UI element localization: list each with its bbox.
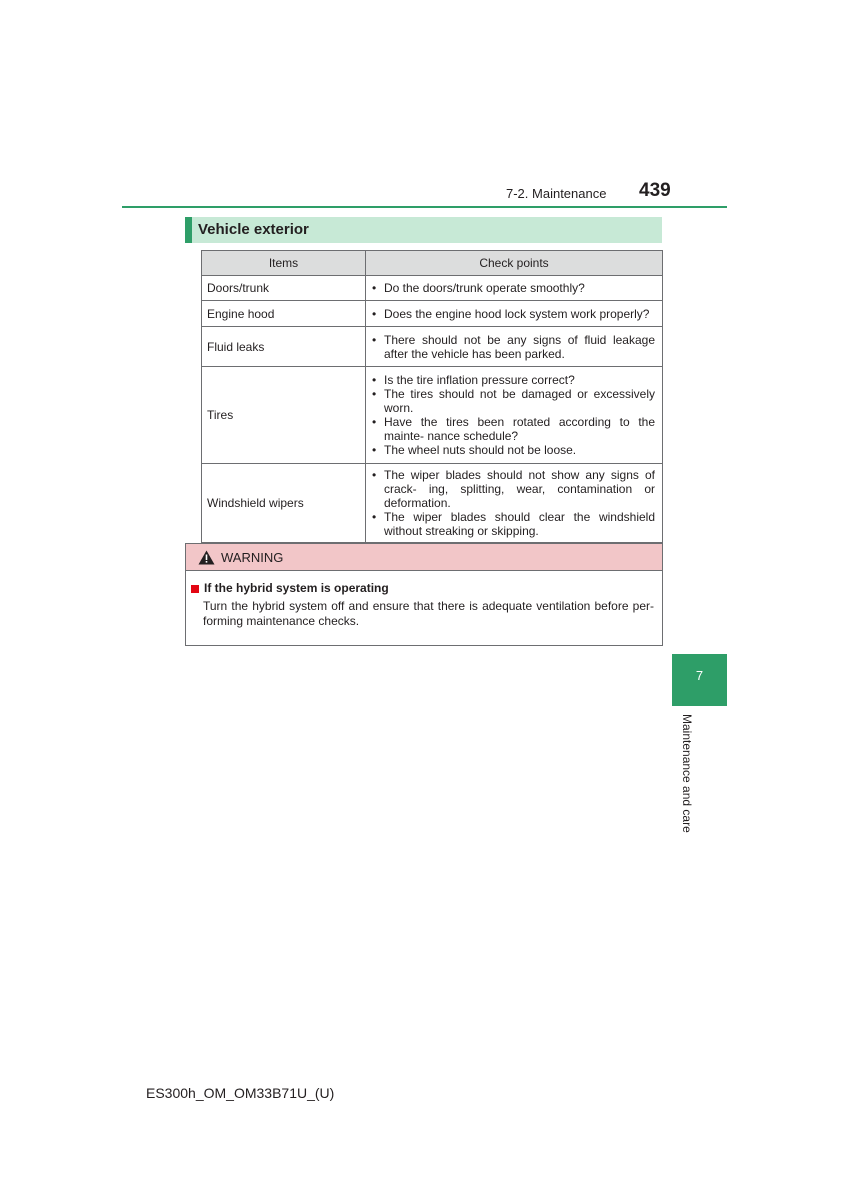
warning-box <box>185 543 663 646</box>
page-number: 439 <box>639 180 671 201</box>
check-point: • Does the engine hood lock system work properly? <box>370 307 655 321</box>
check-point: • The wiper blades should not show any signs of crack- ing, splitting, wear, contamination or deformation. <box>370 468 655 510</box>
check-point: • The wiper blades should clear the windshield without streaking or skipping. <box>370 510 655 538</box>
check-point: • The wheel nuts should not be loose. <box>370 443 655 457</box>
table-row <box>202 276 663 301</box>
table-row <box>202 367 663 464</box>
row-check-points <box>366 301 663 327</box>
check-points-table <box>201 250 663 543</box>
table-row <box>202 327 663 367</box>
red-square-icon <box>191 585 199 593</box>
table-row <box>202 464 663 543</box>
check-point: • Have the tires been rotated according to the mainte- nance schedule? <box>370 415 655 443</box>
chapter-label: Maintenance and care <box>680 714 694 833</box>
column-header-items: Items <box>202 251 366 276</box>
column-header-check-points: Check points <box>366 251 663 276</box>
row-item: Fluid leaks <box>202 327 366 367</box>
row-check-points <box>366 276 663 301</box>
section-title: Vehicle exterior <box>185 217 662 243</box>
warning-label: WARNING <box>221 549 284 565</box>
table-row <box>202 301 663 327</box>
row-item: Windshield wipers <box>202 464 366 543</box>
table-header-row <box>202 251 663 276</box>
row-check-points <box>366 327 663 367</box>
row-check-points <box>366 367 663 464</box>
footer-document-code: ES300h_OM_OM33B71U_(U) <box>146 1085 335 1101</box>
warning-text: Turn the hybrid system off and ensure that there is adequate ventilation before per- forming maintenance checks. <box>203 599 654 628</box>
header-divider <box>122 206 727 208</box>
warning-body <box>186 571 662 629</box>
row-item: Tires <box>202 367 366 464</box>
row-check-points <box>366 464 663 543</box>
warning-header <box>186 544 662 571</box>
warning-triangle-icon <box>198 550 215 565</box>
row-item: Doors/trunk <box>202 276 366 301</box>
check-point: • Do the doors/trunk operate smoothly? <box>370 281 655 295</box>
row-item: Engine hood <box>202 301 366 327</box>
warning-heading <box>191 581 654 596</box>
check-point: • There should not be any signs of fluid leakage after the vehicle has been parked. <box>370 333 655 361</box>
header-section-title: 7-2. Maintenance <box>506 186 607 201</box>
warning-heading-text: If the hybrid system is operating <box>204 581 389 595</box>
check-point: • The tires should not be damaged or excessively worn. <box>370 387 655 415</box>
check-point: • Is the tire inflation pressure correct? <box>370 373 655 387</box>
chapter-tab: 7 <box>672 654 727 706</box>
